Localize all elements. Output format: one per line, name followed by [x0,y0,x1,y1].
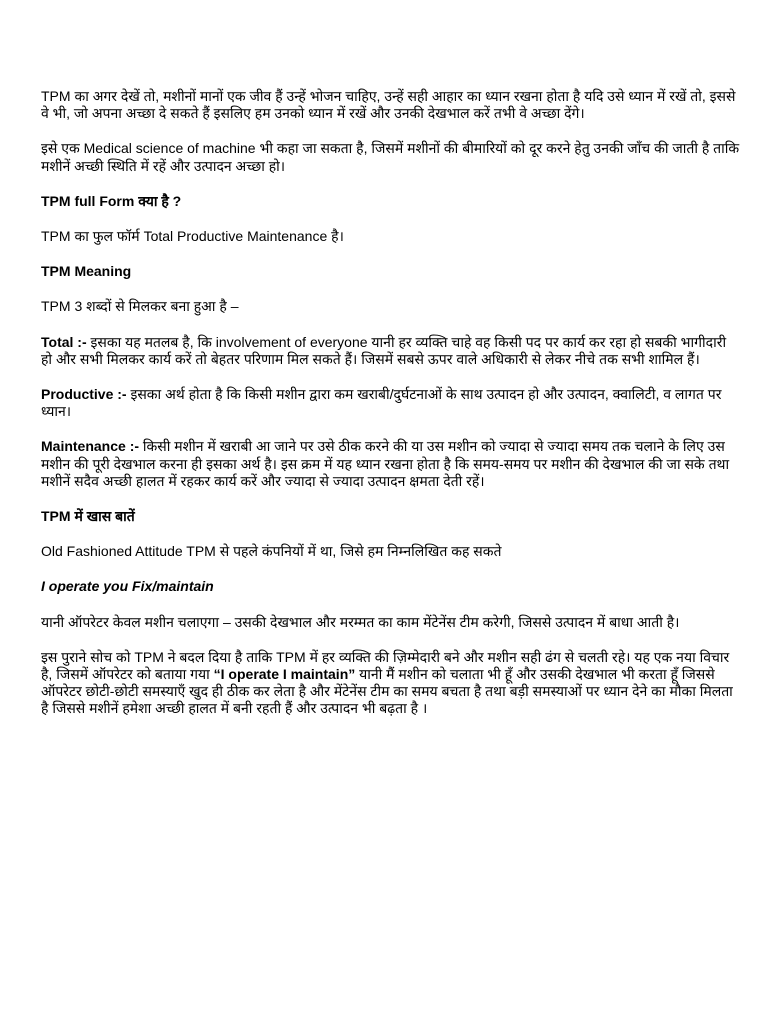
paragraph-three-words: TPM 3 शब्दों से मिलकर बना हुआ है – [41,298,239,315]
term-label-maintenance: Maintenance :- [41,438,140,455]
quote-i-operate-i-maintain: “I operate I maintain” [213,666,356,683]
paragraph-text: इसे एक [41,140,84,157]
paragraph-text: यानी हर व्यक्ति चाहे वह किसी पद पर कार्य कर रहा हो सबकी भागीदारी हो और सभी मिलकर कार्य करें तो बेहतर परिणाम मिल सकते हैं। जिसमें सबसे ऊपर वाले अधिकारी से लेकर नीचे तक सभी शामिल हैं। [41,333,727,367]
paragraph-text-english: Medical science of machine [83,140,256,157]
heading-key-points: TPM में खास बातें [41,508,135,525]
document-body [41,88,741,736]
paragraph-text: किसी मशीन में खराबी आ जाने पर उसे ठीक करने की या उस मशीन को ज्यादा से ज्यादा समय तक चलाने के लिए उस मशीन की पूरी देखभाल करना ही इसका अर्थ है। इस क्रम में यह ध्यान रखना होता है कि समय-समय पर मशीन की देखभाल की जा सके तथा मशीनें सदैव अच्छी हालत में रहकर कार्य करें और ज्यादा से ज्यादा उत्पादन क्षमता देती रहें। [41,438,730,489]
paragraph-medical-science [41,140,741,174]
paragraph-new-approach [41,649,741,718]
paragraph-text: यानी मैं मशीन को चलाता भी हूँ और उसकी देखभाल भी करता हूँ जिससे ऑपरेटर छोटी-छोटी समस्याएँ खुद ही ठीक कर लेता है और मेंटेनेंस टीम का समय बचता है तथा बड़ी समस्याओं पर ध्यान देने का मौका मिलता है जिससे मशीनें हमेशा अच्छी हालत में बनी रहती हैं और उत्पादन भी बढ़ता है । [41,666,733,717]
paragraph-text-english: involvement of everyone [215,333,368,350]
heading-meaning: TPM Meaning [41,263,132,280]
paragraph-text: इसका यह मतलब है, कि [86,333,216,350]
heading-full-form: TPM full Form क्या है ? [41,192,182,209]
paragraph-total [41,334,741,368]
paragraph-operator-role: यानी ऑपरेटर केवल मशीन चलाएगा – उसकी देखभाल और मरम्मत का काम मेंटेनेंस टीम करेगी, जिससे उत्पादन में बाधा आती है। [41,613,680,630]
paragraph-text: TPM का फुल फॉर्म [41,228,144,245]
paragraph-text-english: Total Productive Maintenance [143,228,328,245]
paragraph-full-form [41,228,741,245]
term-label-productive: Productive :- [41,386,127,403]
paragraph-maintenance [41,438,741,490]
paragraph-text: इसका अर्थ होता है कि किसी मशीन द्वारा कम खराबी/दुर्घटनाओं के साथ उत्पादन हो और उत्पादन, क्वालिटी, व लागत पर ध्यान। [41,386,722,420]
paragraph-productive [41,386,741,420]
paragraph-intro-text: TPM का अगर देखें तो, मशीनों मानों एक जीव हैं उन्हें भोजन चाहिए, उन्हें सही आहार का ध्यान रखना होता है यदि उसे ध्यान में रखें तो, इससे वे भी, जो अपना अच्छा दे सकते हैं इसलिए हम उनको ध्यान में रखें और उनकी देखभाल करें तभी वे अच्छा देंगे। [41,88,736,122]
paragraph-text: इस पुराने सोच को TPM ने बदल दिया है ताकि TPM में हर व्यक्ति की ज़िम्मेदारी बने और मशीन सही ढंग से चलती रहे। यह एक नया विचार है, जिसमें ऑपरेटर को बताया गया [41,648,730,683]
paragraph-text: है। [327,228,344,245]
paragraph-text: भी कहा जा सकता है, जिसमें मशीनों की बीमारियों को दूर करने हेतु उनकी जाँच की जाती है ताकि मशीनें अच्छी स्थिति में रहें और उत्पादन अच्छा हो। [41,140,740,174]
paragraph-old-attitude: Old Fashioned Attitude TPM से पहले कंपनियों में था, जिसे हम निम्नलिखित कह सकते [41,543,502,560]
paragraph-intro [41,88,741,122]
term-label-total: Total :- [41,333,87,350]
heading-i-operate-you-fix: I operate you Fix/maintain [41,578,214,595]
